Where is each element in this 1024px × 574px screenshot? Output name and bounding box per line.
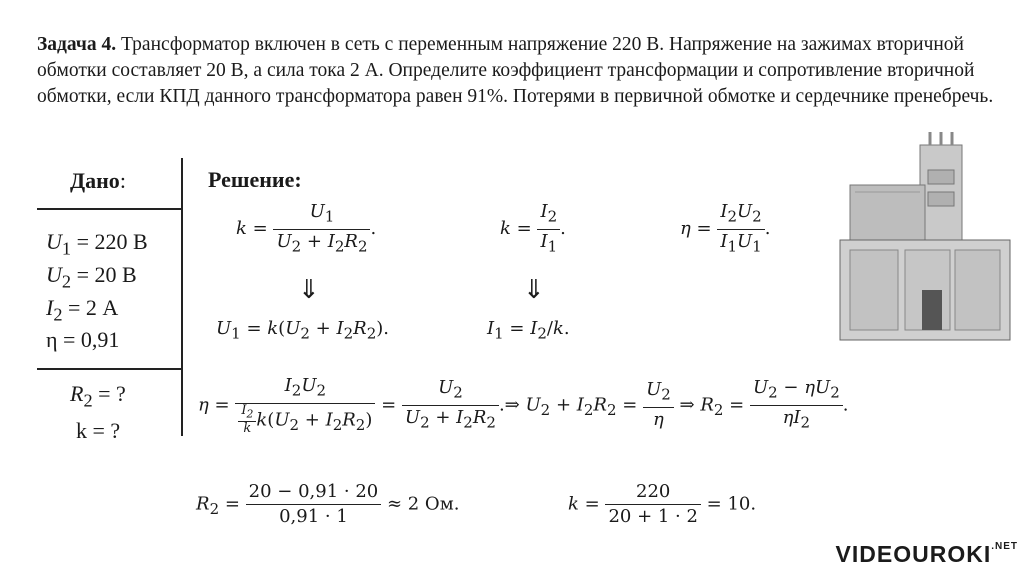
implies-arrow-2: ⇓ <box>523 275 545 305</box>
find-r2: $R_2$ = ? <box>70 381 126 411</box>
given-u2: $U_2 = 20$ В <box>46 262 137 292</box>
problem-text: Трансформатор включен в сеть с переменным напряжение 220 В. Напряжение на зажимах вторичной обмотки составляет 20 В, а сила тока 2 А. Определите коэффициент трансформации и сопротивление вторичной обмотки, если КПД данного трансформатора равен 91%. Потерями в первичной обмотке и сердечнике пренебречь. <box>37 34 994 107</box>
given-i2: $I_2 = 2$ А <box>46 295 119 325</box>
videouroki-logo: $VIDEOUROKI^{.NET}$ <box>835 541 1018 567</box>
table-divider-bottom <box>37 368 182 370</box>
given-u1: $U_1 = 220$ В <box>46 229 148 259</box>
table-divider-vertical <box>181 158 183 436</box>
implies-arrow-1: ⇓ <box>298 275 320 305</box>
transformer-image <box>810 130 1020 345</box>
formula-k-result: k = $\frac{220}{20 + 1 \cdot 2}$ = 10. <box>568 481 757 527</box>
formula-k-current: k = $\frac{I_2}{I_1}$ . <box>500 201 566 256</box>
formula-derivation: η = $I_2U_2$ $\frac{I_2}{k}$ $k(U_2 + I_2R_2)$ = $\frac{U_2}{U_2 + I_2R_2}$ .⇒ $U_2 + I_2R_2$ = $\frac{U_2}{\eta}$ ⇒ $R_2$ = $\frac{U_2 - \eta U_2}{\eta I_2}$ . <box>198 375 849 437</box>
problem-label: Задача 4. <box>37 34 117 55</box>
formula-efficiency: η = $\frac{I_2U_2}{I_1U_1}$ . <box>680 201 771 256</box>
formula-k-main: k = $\frac{U_1}{U_2 + I_2R_2}$ . <box>236 201 377 256</box>
solution-title: Решение: <box>208 167 302 192</box>
table-divider-top <box>37 208 182 210</box>
formula-r2-result: $R_2$ = $\frac{20 - 0,91 \cdot 20}{0,91 \cdot 1}$ ≈ 2 Ом. <box>196 481 460 527</box>
given-eta: η = 0,91 <box>46 327 120 352</box>
find-k: k = ? <box>76 418 121 443</box>
problem-statement <box>37 32 997 110</box>
formula-u1: $U_1 = k(U_2 + I_2R_2)$. <box>216 318 389 343</box>
formula-i1: $I_1 = I_2/k$. <box>487 318 570 343</box>
given-title: Дано: <box>70 168 126 193</box>
